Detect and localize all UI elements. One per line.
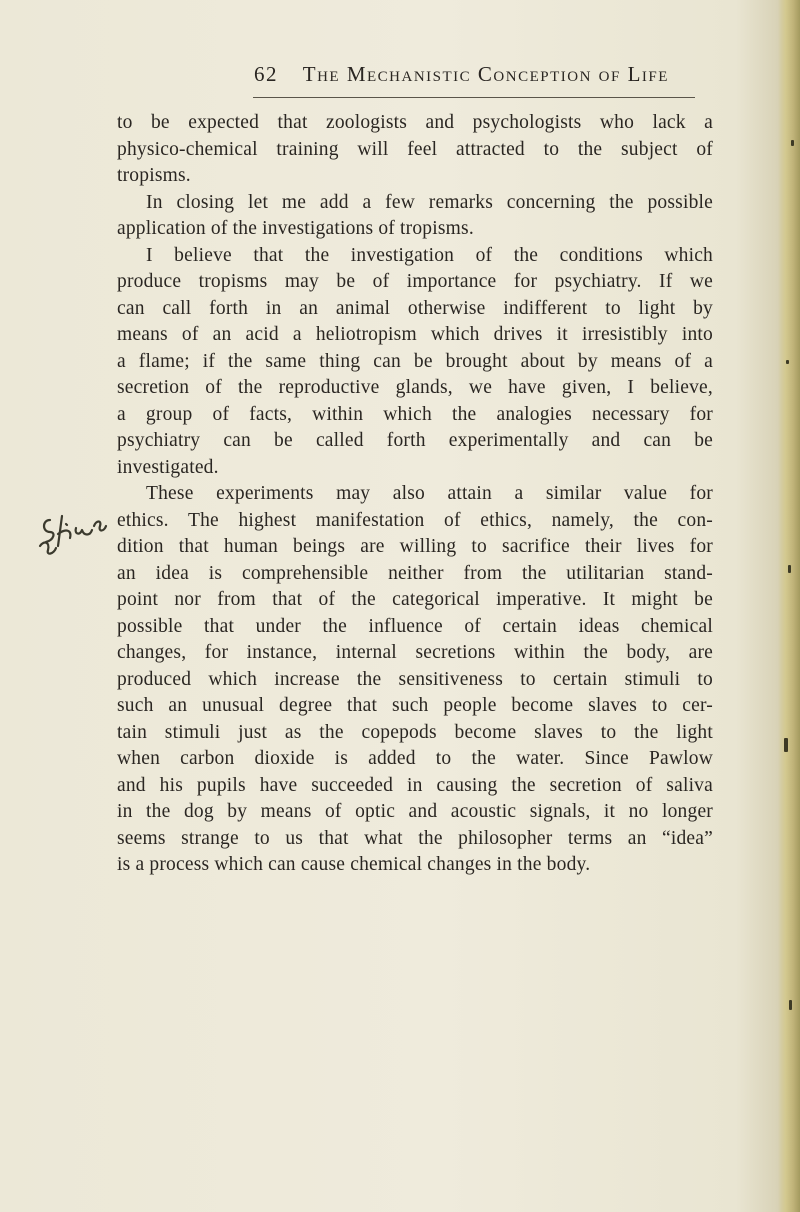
body-text	[117, 110, 713, 879]
text-line: tain stimuli just as the copepods become slaves to the light	[117, 721, 713, 743]
text-line: means of an acid a heliotropism which drives it irresistibly into	[117, 324, 713, 345]
text-line: such an unusual degree that such people become slaves to cer-	[117, 695, 713, 716]
text-line: physico-chemical training will feel attracted to the subject of	[117, 138, 713, 160]
page-edge-shadow	[778, 0, 800, 1212]
text-line: a group of facts, within which the analogies necessary for	[117, 403, 713, 425]
text-line: is a process which can cause chemical changes in the body.	[117, 854, 591, 875]
text-line: tropisms.	[117, 165, 191, 186]
text-line: dition that human beings are willing to sacrifice their lives for	[117, 536, 713, 557]
text-line: produce tropisms may be of importance for psychiatry. If we	[117, 271, 713, 292]
text-line: psychiatry can be called forth experimentally and can be	[117, 430, 713, 451]
text-line: in the dog by means of optic and acoustic signals, it no longer	[117, 801, 713, 822]
header-rule	[253, 97, 695, 98]
running-title: The Mechanistic Conception of Life	[302, 62, 669, 86]
edge-speck	[784, 738, 788, 752]
page-number: 62	[254, 62, 278, 86]
text-line: a flame; if the same thing can be brought about by means of a	[117, 350, 713, 372]
text-line: In closing let me add a few remarks concerning the possible	[146, 191, 713, 213]
text-line: possible that under the influence of certain ideas chemical	[117, 615, 713, 637]
text-line: These experiments may also attain a similar value for	[146, 483, 713, 504]
text-line: can call forth in an animal otherwise indifferent to light by	[117, 297, 713, 319]
text-line: I believe that the investigation of the conditions which	[146, 244, 713, 266]
text-line: produced which increase the sensitiveness to certain stimuli to	[117, 668, 713, 690]
edge-speck	[788, 565, 791, 573]
text-line: when carbon dioxide is added to the water. Since Pawlow	[117, 748, 713, 769]
text-line: investigated.	[117, 456, 219, 478]
text-line: seems strange to us that what the philosopher terms an “idea”	[117, 827, 713, 849]
edge-speck	[786, 360, 789, 364]
text-line: ethics. The highest manifestation of ethics, namely, the con-	[117, 509, 713, 531]
edge-speck	[791, 140, 794, 146]
text-line: point nor from that of the categorical imperative. It might be	[117, 589, 713, 610]
text-line: an idea is comprehensible neither from the utilitarian stand-	[117, 562, 713, 584]
text-line: application of the investigations of tropisms.	[117, 218, 474, 239]
text-line: secretion of the reproductive glands, we have given, I believe,	[117, 377, 713, 398]
handwritten-annotation-icon	[36, 506, 118, 568]
text-line: and his pupils have succeeded in causing the secretion of saliva	[117, 774, 713, 796]
text-line: to be expected that zoologists and psychologists who lack a	[117, 112, 713, 133]
edge-speck	[789, 1000, 792, 1010]
text-line: changes, for instance, internal secretions within the body, are	[117, 642, 713, 663]
running-header	[254, 62, 669, 87]
